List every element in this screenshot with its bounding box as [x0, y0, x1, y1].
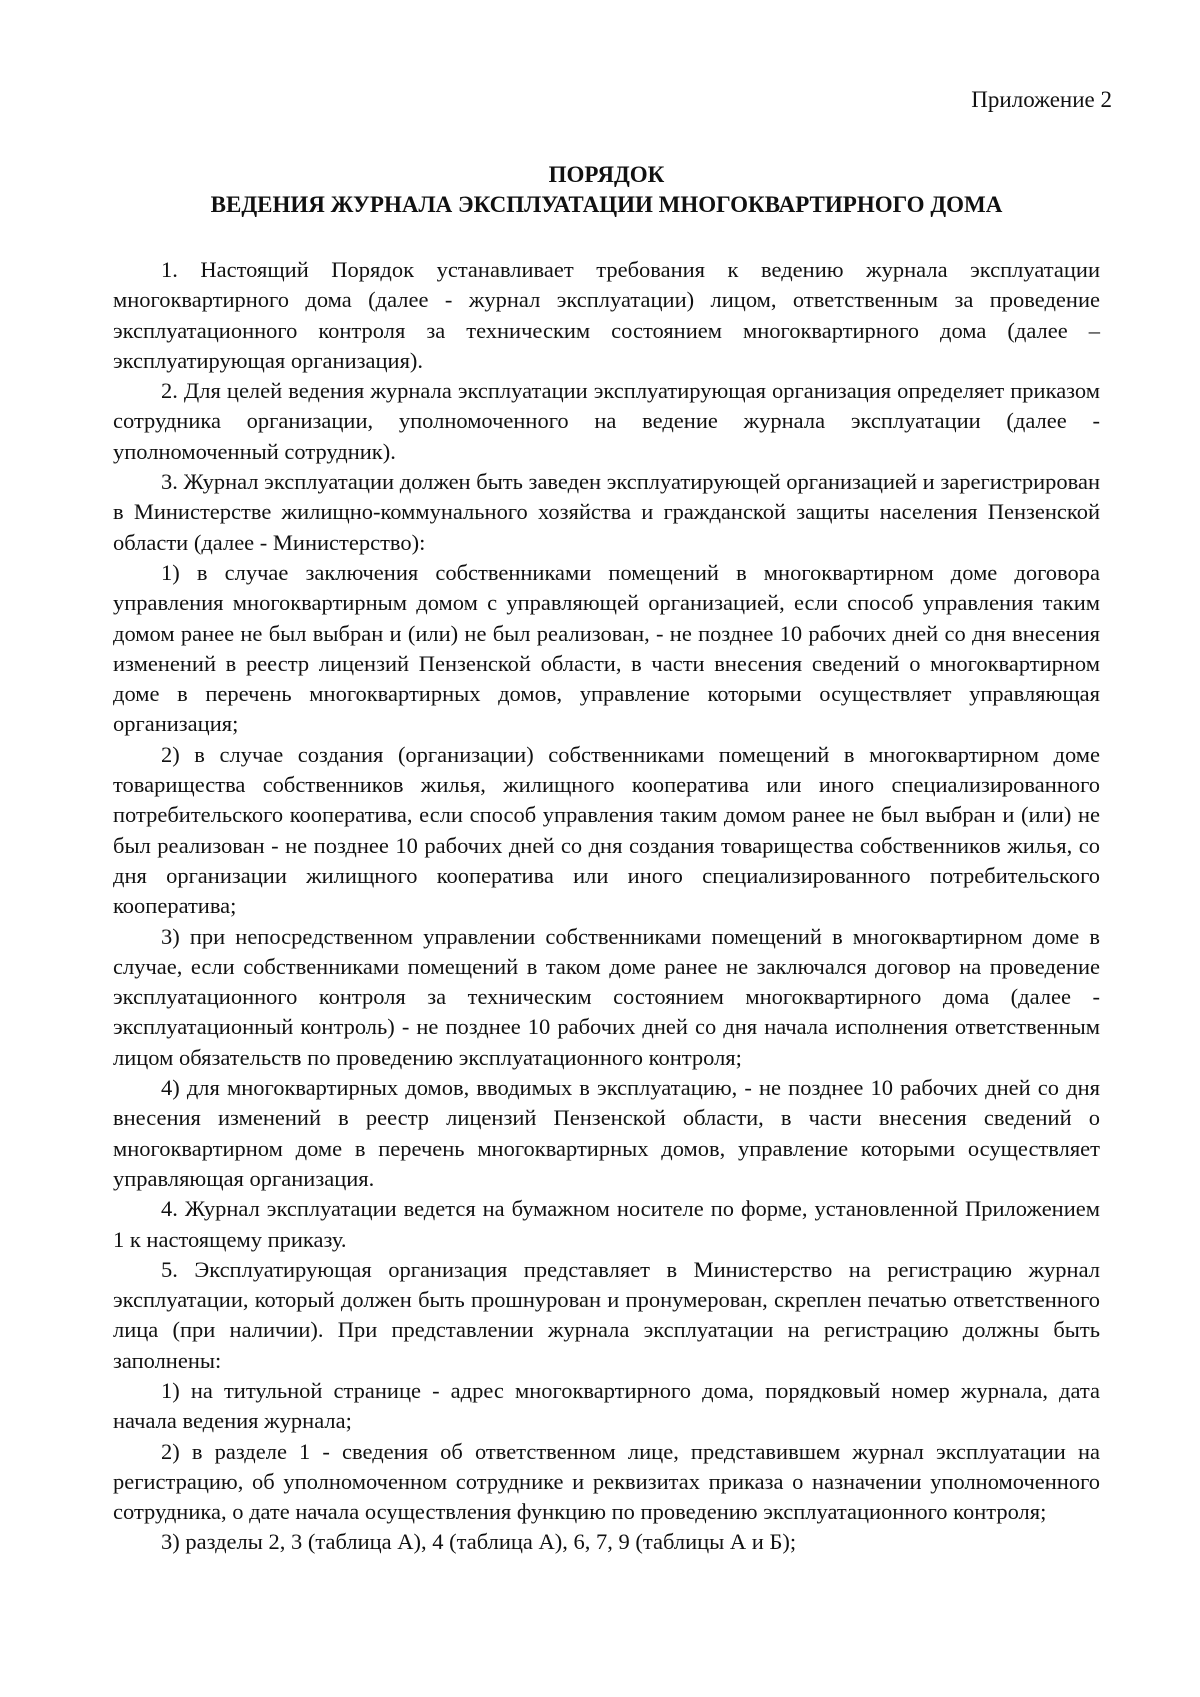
paragraph-1: 1. Настоящий Порядок устанавливает требования к ведению журнала эксплуатации многоквартирного дома (далее - журнал эксплуатации) лицом, ответственным за проведение эксплуатационного контроля за техническим состоянием многоквартирного дома (далее – эксплуатирующая организация). [113, 257, 1100, 373]
paragraph-5: 5. Эксплуатирующая организация представляет в Министерство на регистрацию журнал эксплуатации, который должен быть прошнурован и пронумерован, скреплен печатью ответственного лица (при наличии). При представлении журнала эксплуатации на регистрацию должны быть заполнены: [113, 1256, 1100, 1373]
paragraph-3-item-1: 1) в случае заключения собственниками помещений в многоквартирном доме договора управления многоквартирным домом с управляющей организацией, если способ управления таким домом ранее не был выбран и (или) не был реализован, - не позднее 10 рабочих дней со дня внесения изменений в реестр лицензий Пензенской области, в части внесения сведений о многоквартирном доме в перечень многоквартирных домов, управление которыми осуществляет управляющая организация; [113, 559, 1100, 737]
paragraph-4: 4. Журнал эксплуатации ведется на бумажном носителе по форме, установленной Приложением 1 к настоящему приказу. [113, 1196, 1100, 1252]
document-title [113, 160, 1100, 220]
paragraph-5-item-1: 1) на титульной странице - адрес многоквартирного дома, порядковый номер журнала, дата начала ведения журнала; [113, 1377, 1100, 1434]
paragraph-3-item-4: 4) для многоквартирных домов, вводимых в эксплуатацию, - не позднее 10 рабочих дней со дня внесения изменений в реестр лицензий Пензенской области, в части внесения сведений о многоквартирном доме в перечень многоквартирных домов, управление которыми осуществляет управляющая организация. [113, 1075, 1100, 1191]
document-body [113, 255, 1100, 1558]
title-line-1: ПОРЯДОК [548, 162, 665, 187]
paragraph-3-item-2: 2) в случае создания (организации) собственниками помещений в многоквартирном доме товарищества собственников жилья, жилищного кооператива или иного специализированного потребительского кооператива, если способ управления таким домом ранее не был выбран и (или) не был реализован - не позднее 10 рабочих дней со дня создания товарищества собственников жилья, со дня организации жилищного кооператива или иного специализированного потребительского кооператива; [113, 741, 1100, 919]
title-line-2: ВЕДЕНИЯ ЖУРНАЛА ЭКСПЛУАТАЦИИ МНОГОКВАРТИРНОГО ДОМА [210, 192, 1003, 217]
paragraph-2: 2. Для целей ведения журнала эксплуатации эксплуатирующая организация определяет приказом сотрудника организации, уполномоченного на ведение журнала эксплуатации (далее - уполномоченный сотрудник). [113, 378, 1100, 464]
paragraph-5-item-3: 3) разделы 2, 3 (таблица А), 4 (таблица А), 6, 7, 9 (таблицы А и Б); [161, 1529, 797, 1555]
paragraph-5-item-2: 2) в разделе 1 - сведения об ответственном лице, представившем журнал эксплуатации на регистрацию, об уполномоченном сотруднике и реквизитах приказа о назначении уполномоченного сотрудника, о дате начала осуществления функцию по проведению эксплуатационного контроля; [113, 1438, 1100, 1525]
paragraph-3-item-3: 3) при непосредственном управлении собственниками помещений в многоквартирном доме в случае, если собственниками помещений в таком доме ранее не заключался договор на проведение эксплуатационного контроля за техническим состоянием многоквартирного дома (далее - эксплуатационный контроль) - не позднее 10 рабочих дней со дня начала исполнения ответственным лицом обязательств по проведению эксплуатационного контроля; [113, 923, 1100, 1070]
appendix-label: Приложение 2 [971, 87, 1112, 112]
paragraph-3: 3. Журнал эксплуатации должен быть заведен эксплуатирующей организацией и зарегистрирован в Министерстве жилищно-коммунального хозяйства и гражданской защиты населения Пензенской области (далее - Министерство): [113, 469, 1100, 555]
